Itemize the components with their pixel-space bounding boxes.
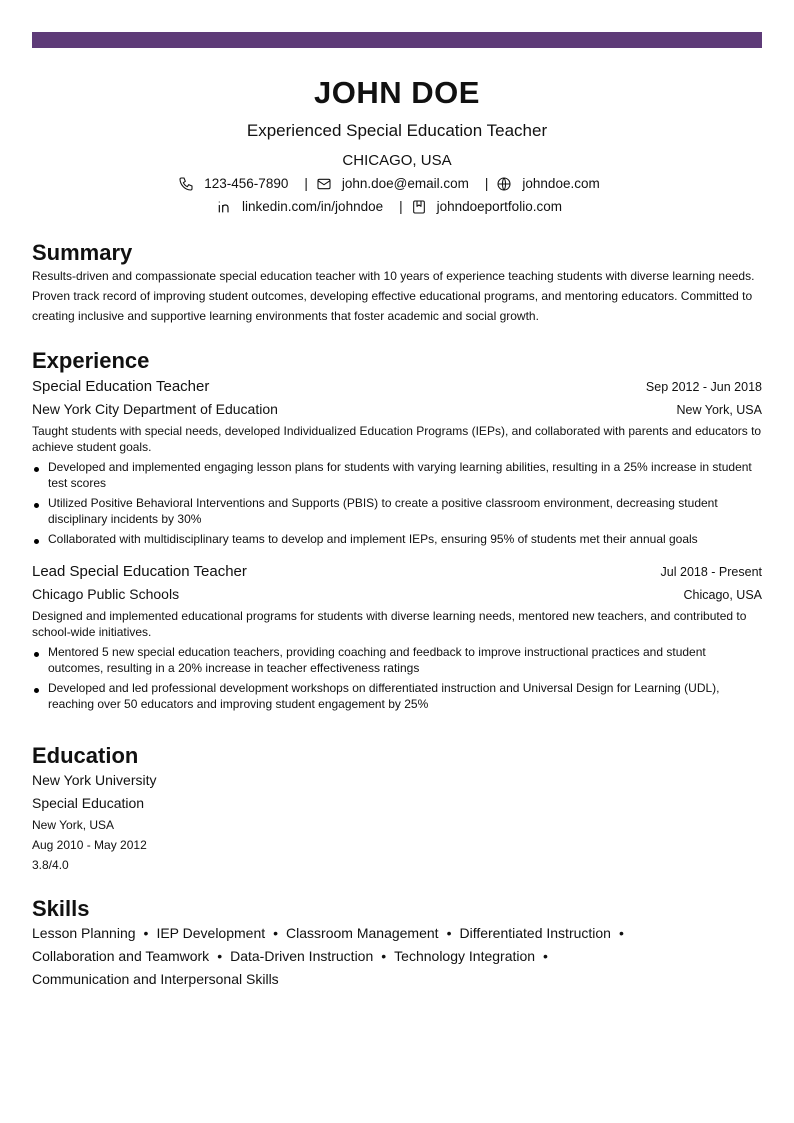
section-heading-skills: Skills: [32, 896, 90, 921]
job-dates: Jul 2018 - Present: [660, 565, 762, 579]
website-link[interactable]: johndoe.com: [522, 176, 600, 191]
achievement-item: Developed and implemented engaging lesson plans for students with varying learning abilities, resulting in a 25% increase in student test scores: [32, 459, 762, 491]
job-organization: New York City Department of Education: [32, 401, 278, 417]
skill-item: Differentiated Instruction: [459, 925, 611, 941]
achievement-item: Collaborated with multidisciplinary teams to develop and implement IEPs, ensuring 95% of students met their annual goals: [32, 531, 762, 547]
skill-item: Collaboration and Teamwork: [32, 948, 210, 964]
resume-header: [32, 72, 762, 217]
skill-separator: •: [217, 948, 223, 964]
accent-bar: [32, 32, 762, 48]
candidate-name: JOHN DOE: [314, 75, 480, 110]
experience-entry: [32, 561, 762, 712]
job-location: Chicago, USA: [683, 588, 762, 602]
skill-separator: •: [446, 925, 452, 941]
job-header: [32, 376, 762, 398]
contact-row-secondary: [32, 197, 762, 217]
contact-separator: |: [399, 199, 403, 214]
skill-item: Data-Driven Instruction: [230, 948, 374, 964]
job-org-row: [32, 583, 762, 605]
education-field: Special Education: [32, 795, 145, 811]
skill-separator: •: [381, 948, 387, 964]
contact-row-primary: [32, 174, 762, 194]
bookmark-icon: [411, 199, 427, 215]
skill-item: Communication and Interpersonal Skills: [32, 971, 279, 987]
skill-item: Classroom Management: [286, 925, 439, 941]
job-title: Lead Special Education Teacher: [32, 563, 247, 580]
candidate-location: CHICAGO, USA: [342, 152, 452, 169]
education-school: New York University: [32, 772, 157, 788]
summary-text: Results-driven and compassionate special education teacher with 10 years of experience teaching students with diverse learning needs. Proven track record of improving student outcomes, developing effective educational programs, and mentoring educators. Committed to creating inclusive and supportive learning environments that foster academic and social growth.: [32, 269, 755, 323]
globe-icon: [496, 176, 512, 192]
portfolio-link[interactable]: johndoeportfolio.com: [436, 199, 562, 214]
achievement-item: Mentored 5 new special education teachers, providing coaching and feedback to improve instructional practices and student outcomes, resulting in a 20% increase in teacher effectiveness ratings: [32, 644, 762, 676]
job-description: Designed and implemented educational programs for students with diverse learning needs, mentored new teachers, and contributed to school-wide initiatives.: [32, 609, 747, 639]
education-location: New York, USA: [32, 818, 115, 832]
skill-separator: •: [273, 925, 279, 941]
linkedin-icon: [216, 199, 232, 215]
email-link[interactable]: john.doe@email.com: [341, 176, 469, 191]
education-gpa: 3.8/4.0: [32, 858, 69, 872]
skill-separator: •: [543, 948, 548, 964]
education-section: [32, 743, 762, 875]
education-dates: Aug 2010 - May 2012: [32, 838, 147, 852]
job-achievements: [32, 644, 762, 712]
job-header: [32, 561, 762, 583]
envelope-icon: [316, 176, 332, 192]
skill-item: IEP Development: [156, 925, 266, 941]
candidate-title: Experienced Special Education Teacher: [246, 121, 548, 140]
job-organization: Chicago Public Schools: [32, 586, 180, 602]
skill-item: Technology Integration: [394, 948, 536, 964]
experience-entry: [32, 376, 762, 547]
skills-section: [32, 896, 762, 991]
skill-separator: •: [143, 925, 149, 941]
job-location: New York, USA: [676, 403, 762, 417]
summary-section: [32, 240, 762, 326]
phone-number[interactable]: 123-456-7890: [204, 176, 289, 191]
job-org-row: [32, 398, 762, 420]
skill-separator: •: [618, 925, 624, 941]
contact-separator: |: [484, 176, 489, 191]
experience-section: [32, 348, 762, 716]
section-heading-summary: Summary: [32, 240, 133, 265]
skills-list: [32, 922, 672, 991]
job-title: Special Education Teacher: [32, 378, 210, 395]
contact-separator: |: [304, 176, 308, 191]
linkedin-link[interactable]: linkedin.com/in/johndoe: [242, 199, 384, 214]
section-heading-education: Education: [32, 743, 139, 768]
phone-icon: [178, 176, 194, 192]
section-heading-experience: Experience: [32, 348, 150, 373]
job-dates: Sep 2012 - Jun 2018: [645, 380, 762, 394]
achievement-item: Utilized Positive Behavioral Interventions and Supports (PBIS) to create a positive classroom environment, decreasing student disciplinary incidents by 30%: [32, 495, 762, 527]
job-achievements: [32, 459, 762, 547]
skill-item: Lesson Planning: [32, 925, 136, 941]
achievement-item: Developed and led professional development workshops on differentiated instruction and Universal Design for Learning (UDL), reaching over 50 educators and improving student engagement by 25%: [32, 680, 762, 712]
job-description: Taught students with special needs, developed Individualized Education Programs (IEPs), and collaborated with parents and educators to achieve student goals.: [32, 424, 762, 454]
